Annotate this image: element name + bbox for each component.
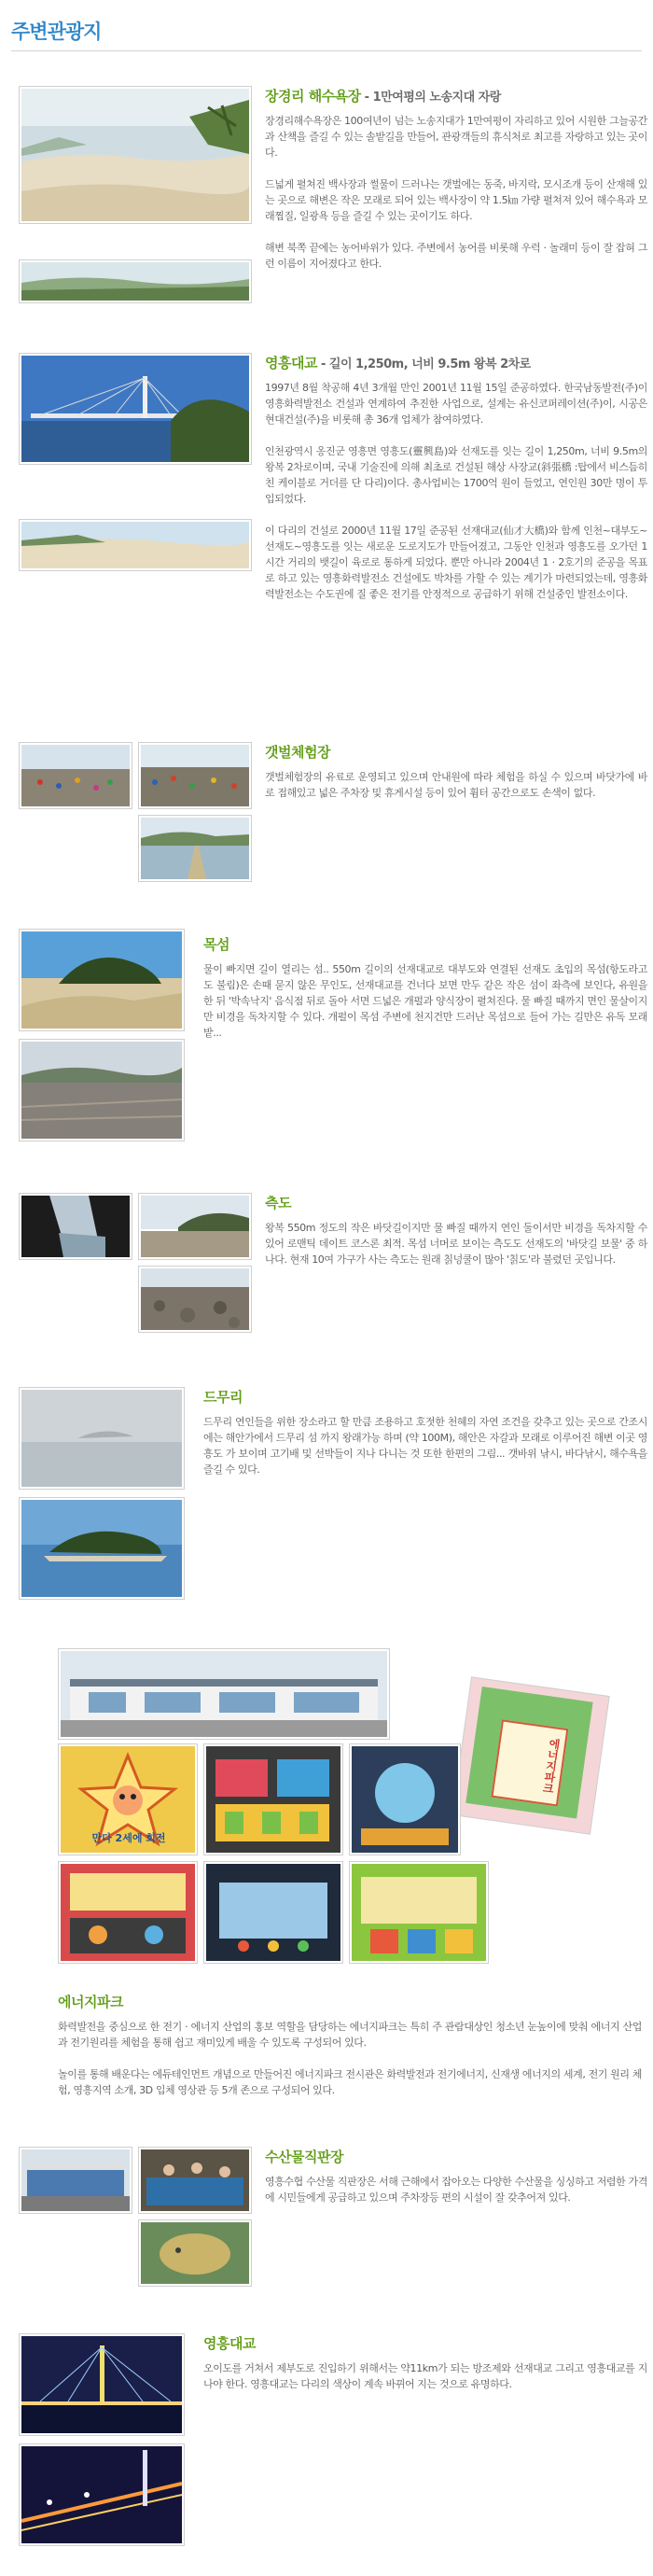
heading-subtitle: - 1만여평의 노송지대 자랑 [360, 91, 501, 105]
section-text [265, 2147, 647, 2205]
mokseom-mudflat-photo [19, 1039, 185, 1141]
paragraph: 화력발전을 중심으로 한 전기 · 에너지 산업의 홍보 역할을 담당하는 에너지파크는 특히 주 관람대상인 청소년 눈높이에 맞춰 에너지 산업과 전기원리를 체험을 통해 쉽고 재미있게 배울 수 있도록 구성되어 있다. [58, 2021, 642, 2049]
mudflat-photo-2 [138, 742, 252, 809]
section-heading [265, 1193, 647, 1212]
heading-title: 목섬 [203, 936, 229, 953]
section-text [203, 1387, 647, 1477]
paragraph: 인천광역시 옹진군 영흥면 영흥도(靈興島)와 선재도를 잇는 길이 1,250m, 너비 9.5m의 왕복 2차로이며, 국내 기술진에 의해 최초로 건설된 해상 사장교(斜張橋 :탑에서 비스듬히 친 케이블로 거더를 단 다리)이다. 총사업비는 1700억 원이 들었고, 연인원 30만 명이 투입되었다. [265, 445, 647, 505]
section-text [265, 353, 647, 602]
section-heading [203, 1387, 647, 1407]
paragraph: 물이 빠지면 길이 열리는 섬.. 550m 길이의 선재대교로 대부도와 연결된 선재도 초입의 목섬(항도라고도 불림)은 손때 묻지 않은 무인도, 선재대교를 건너다 보면 만두 같은 작은 섬이 좌측에 보인다, 유원을 한 뒤 '박속낙지' 음식점 뒤로 돌아 서면 드넓은 개펄과 양식장이 펼쳐진다. 물 빠질 때까지 면인 물살이지만 비경을 독차지할 수 있다. 개펄이 목섬 주변에 천지건만 드러난 목섬으로 들어 가는 길만은 유독 모래밭... [203, 963, 647, 1039]
dumuri-island-photo [19, 1497, 185, 1600]
section-text [58, 1992, 642, 2098]
section-yeongheung-bridge [0, 353, 653, 698]
exhibit-photo-4 [203, 1861, 343, 1964]
exhibit-photo-5 [349, 1861, 489, 1964]
section-heading [265, 742, 647, 762]
pine-forest-photo [19, 259, 252, 303]
heading-subtitle: - 길이 1,250m, 너비 9.5m 왕복 2차로 [316, 357, 531, 371]
cheukdo-shore-photo [138, 1193, 252, 1260]
fish-market-fish-photo [138, 2219, 252, 2287]
exhibit-photo-3 [58, 1861, 198, 1964]
section-heading [265, 353, 647, 372]
paragraph: 해변 북쪽 끝에는 농어바위가 있다. 주변에서 농어를 비롯해 우럭 · 놀래미 등이 잘 잡혀 그런 이름이 지어졌다고 한다. [265, 242, 647, 270]
heading-title: 수산물직판장 [265, 2149, 343, 2165]
fish-market-interior-photo [138, 2147, 252, 2214]
section-heading [58, 1992, 642, 2011]
section-heading [265, 86, 647, 105]
paragraph: 장경리해수욕장은 100여년이 넘는 노송지대가 1만여평이 자리하고 있어 시원한 그늘공간과 산책을 즐길 수 있는 솔밭길을 만들어, 관광객들의 휴식처로 최고를 자랑하고 있는 곳이다. [265, 115, 647, 159]
section-text [203, 2333, 647, 2392]
section-text [265, 1193, 647, 1267]
section-yeongheung-bridge-night [0, 2333, 653, 2557]
fish-market-exterior-photo [19, 2147, 132, 2214]
heading-title: 영흥대교 [265, 355, 317, 371]
section-energy-park [0, 1648, 653, 2115]
energy-park-collage [58, 1648, 618, 1966]
section-mudflat-experience [0, 742, 653, 891]
paragraph: 영흥수협 수산물 직판장은 서해 근해에서 잡아오는 다양한 수산물을 싱싱하고 저렴한 가격에 시민들에게 공급하고 있으며 주차장등 편의 시설이 잘 갖추어져 있다. [265, 2176, 647, 2204]
heading-title: 영흥대교 [203, 2335, 256, 2352]
dumuri-fog-photo [19, 1387, 185, 1490]
paragraph: 이 다리의 건설로 2000년 11월 17일 준공된 선재대교(仙才大橋)와 함께 인천~대부도~선재도~영흥도를 잇는 새로운 도로지도가 만들어졌고, 그동안 인천과 영흥도를 오가던 1시간 거리의 뱃길이 육로로 통하게 되었다. 뿐만 아니라 2004년 1 · 2호기의 준공을 목표로 하고 있는 영흥화력발전소 건설에도 박차를 가할 수 있는 계기가 마련되었는데, 영흥화력발전소는 수도권에 질 좋은 전기를 안정적으로 공급하기 위해 건설중인 발전소이다. [265, 525, 647, 600]
section-mokseom [0, 929, 653, 1153]
beach-photo [19, 86, 252, 224]
section-heading [203, 2333, 647, 2353]
heading-title: 드무리 [203, 1389, 243, 1406]
cheukdo-rocks-photo [138, 1266, 252, 1333]
section-text [203, 934, 647, 1041]
heading-title: 갯벌체험장 [265, 744, 330, 761]
bridge-coast-photo [19, 519, 252, 571]
paragraph: 드무리 연인들을 위한 장소라고 할 만큼 조용하고 호젓한 천혜의 자연 조건을 갖추고 있는 곳으로 간조시에는 해안가에서 드무리 섬 까지 왕래가능 하며 (약 100M), 해안은 자갈과 모래로 이루어진 해변 이곳 영흥도 가 보이며 고기배 및 선박들이 지나 다니는 것 또한 한편의 그림... 갯바위 낚시, 바다낚시, 해수욕을 즐길 수 있다. [203, 1416, 647, 1476]
cheukdo-cave-photo [19, 1193, 132, 1260]
mascot-sign-text: 만다 2세에 회전 [91, 1832, 166, 1844]
section-dumuri [0, 1387, 653, 1602]
mascot-photo [58, 1743, 198, 1855]
bridge-night-photo-1 [19, 2333, 185, 2436]
heading-title: 장경리 해수욕장 [265, 88, 361, 105]
section-fish-market [0, 2147, 653, 2296]
energy-park-building-photo [58, 1648, 390, 1740]
heading-title: 측도 [265, 1195, 291, 1211]
section-heading [203, 934, 647, 954]
exhibit-photo-2 [349, 1743, 461, 1855]
mudflat-photo-3 [138, 815, 252, 882]
section-janggyeongri-beach [0, 86, 653, 319]
energy-park-sign-photo [452, 1676, 609, 1834]
paragraph: 왕복 550m 정도의 작은 바닷길이지만 물 빠질 때까지 연인 둘이서만 비경을 독차지할 수 있어 로맨틱 데이트 코스론 최적. 목섬 너머로 보이는 측도도 선재도의 '바닷길 보물' 중 하나다. 현재 10여 가구가 사는 측도는 원래 칡넝쿨이 많아 '칡도'라 불렸던 곳입니다. [265, 1222, 647, 1266]
page-title: 주변관광지 [11, 21, 102, 43]
paragraph: 놀이를 통해 배운다는 에듀테인먼트 개념으로 만들어진 에너지파크 전시관은 화력발전과 전기에너지, 신재생 에너지의 세계, 전기 원리 체험, 영흥지역 소개, 3D 입체 영상관 등 5개 존으로 구성되어 있다. [58, 2068, 642, 2096]
paragraph: 1997년 8월 착공해 4년 3개월 만인 2001년 11월 15일 준공하였다. 한국남동발전(주)이 영흥화력발전소 건설과 연계하여 추진한 사업으로, 설계는 유신코퍼레이션(주)이, 시공은 현대건설(주)을 비롯해 총 36개 업체가 참여하였다. [265, 382, 647, 426]
mudflat-photo-1 [19, 742, 132, 809]
section-text [265, 742, 647, 801]
exhibit-photo-1 [203, 1743, 343, 1855]
section-text [265, 86, 647, 272]
energy-park-sign-text: 에너지파크 [491, 1719, 568, 1806]
bridge-photo [19, 353, 252, 465]
title-divider [11, 50, 642, 51]
paragraph: 드넓게 펼쳐진 백사장과 썰물이 드러나는 갯벌에는 동죽, 바지락, 모시조개 등이 산재해 있는 곳으로 해변은 작은 모래로 되어 있는 백사장이 약 1.5㎞ 가량 펼쳐져 있어 해수욕과 모래찜질, 일광욕 등을 즐길 수 있는 곳이기도 하다. [265, 178, 647, 222]
heading-title: 에너지파크 [58, 1994, 123, 2010]
section-heading [265, 2147, 647, 2166]
bridge-night-photo-2 [19, 2443, 185, 2546]
paragraph: 갯벌체험장의 유료로 운영되고 있으며 안내원에 따라 체험을 하실 수 있으며 바닷가에 바로 접해있고 넓은 주차장 및 휴게시설 등이 있어 휨터 공간으로도 손색이 없다. [265, 771, 647, 799]
section-cheukdo [0, 1193, 653, 1333]
mokseom-island-photo [19, 929, 185, 1031]
paragraph: 오이도를 거쳐서 제부도로 진입하기 위해서는 약11km가 되는 방조제와 선재대교 그리고 영흥대교를 지나야 한다. 영흥대교는 다리의 색상이 계속 바뀌어 지는 것으로 유명하다. [203, 2362, 647, 2390]
